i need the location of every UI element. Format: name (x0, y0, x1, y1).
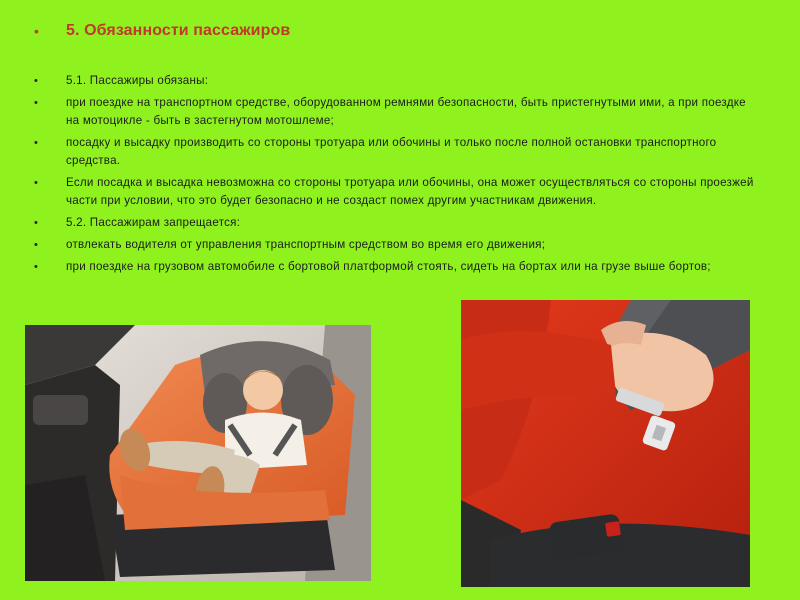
list-item-text: Если посадка и высадка невозможна со стороны тротуара или обочины, она может осуществляться со стороны проезжей части при условии, что это будет безопасно и не создаст помех другим участникам движения. (66, 176, 754, 207)
list-item (34, 94, 754, 130)
child-car-seat-illustration (25, 325, 371, 581)
bullet-icon: • (34, 97, 38, 109)
list-item-text: отвлекать водителя от управления транспортным средством во время его движения; (66, 238, 546, 251)
list-item-text: посадку и высадку производить со стороны тротуара или обочины и только после полной остановки транспортного средства. (66, 136, 717, 167)
seatbelt-photo (461, 300, 750, 587)
bullet-icon: • (34, 217, 38, 229)
list-item (34, 134, 754, 170)
list-item (34, 214, 754, 232)
bullet-list (34, 72, 754, 280)
bullet-icon: • (34, 137, 38, 149)
bullet-icon: • (34, 75, 38, 87)
title-row (34, 22, 290, 40)
bullet-icon: • (34, 239, 38, 251)
list-item-text: при поездке на грузовом автомобиле с бортовой платформой стоять, сидеть на бортах или на грузе выше бортов; (66, 260, 711, 273)
list-item (34, 258, 754, 276)
list-item-text: при поездке на транспортном средстве, оборудованном ремнями безопасности, быть пристегнутыми ими, а при поездке на мотоцикле - быть в застегнутом мотошлеме; (66, 96, 746, 127)
bullet-icon: • (34, 261, 38, 273)
list-item-text: 5.1. Пассажиры обязаны: (66, 74, 209, 87)
list-item (34, 236, 754, 254)
title-bullet: • (34, 23, 39, 39)
slide-title: 5. Обязанности пассажиров (66, 22, 291, 39)
list-item (34, 174, 754, 210)
child-car-seat-photo (25, 325, 371, 581)
list-item (34, 72, 754, 90)
bullet-icon: • (34, 177, 38, 189)
seatbelt-illustration (461, 300, 750, 587)
list-item-text: 5.2. Пассажирам запрещается: (66, 216, 241, 229)
